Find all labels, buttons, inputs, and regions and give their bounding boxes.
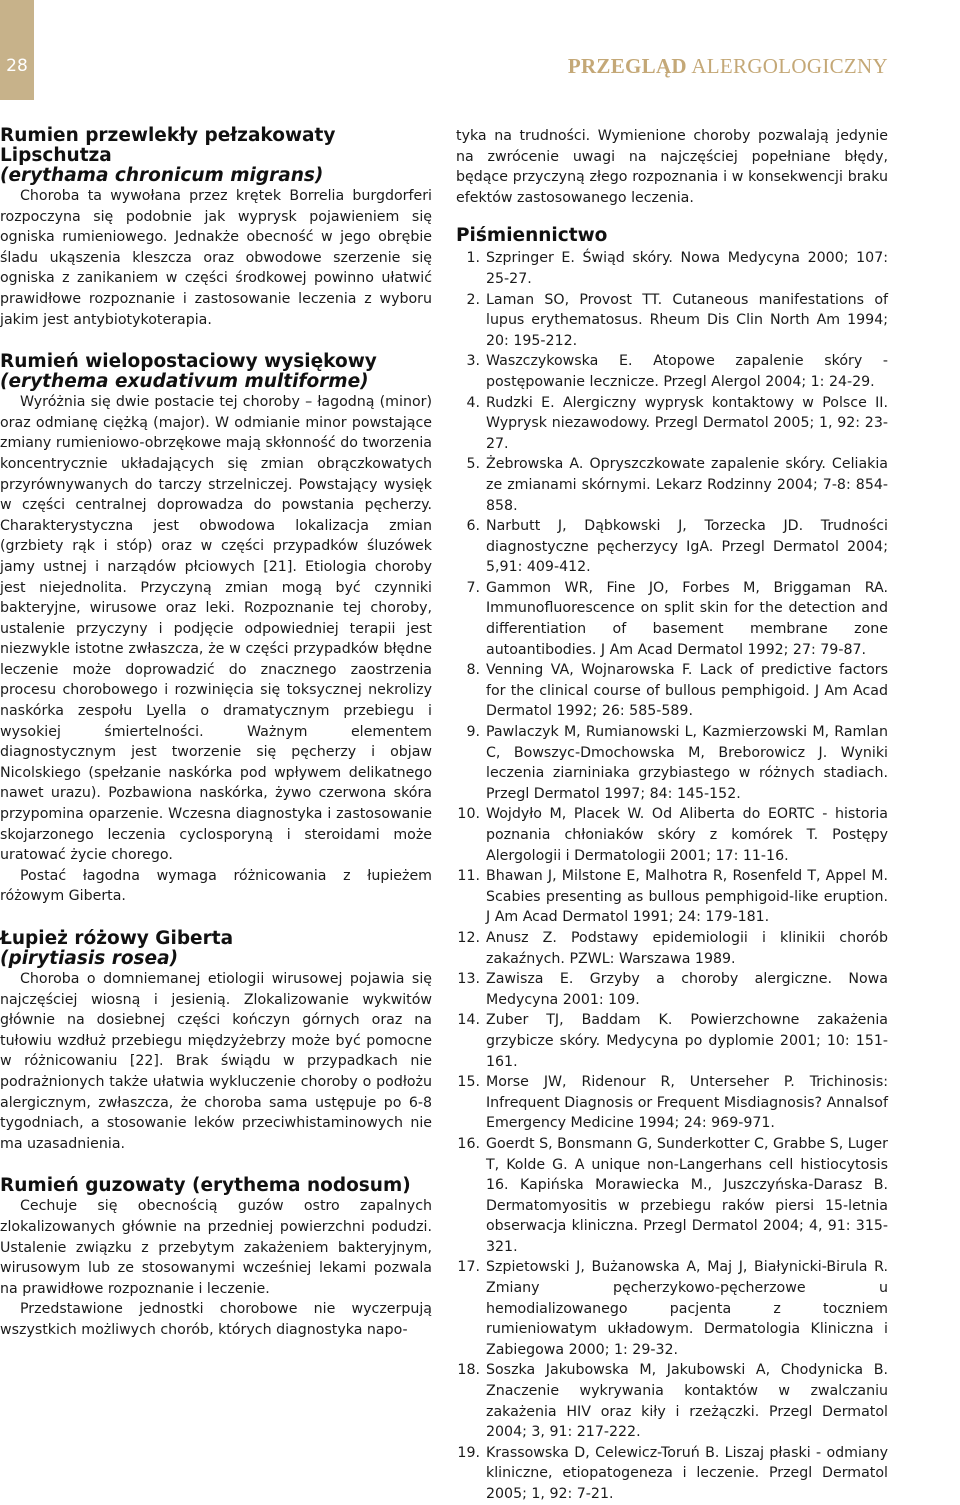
references-list bbox=[456, 248, 888, 1504]
reference-text: Narbutt J, Dąbkowski J, Torzecka JD. Trudności diagnostyczne pęcherzycy IgA. Przegl Dermatol 2004; 5,91: 409-412. bbox=[486, 518, 888, 576]
paragraph: Wyróżnia się dwie postacie tej choroby – łagodną (minor) oraz odmianę ciężką (major). W odmianie minor powstające zmiany rumieniowo-obrzękowe mają skłonność do tworzenia koncentrycznie układających się zmian obrączkowatych przyrównywanych do tarczy strzelniczej. Powstający wysięk w części centralnej doprowadza do powstania pęcherzy. Charakterystyczna jest obwodowa lokalizacja zmian (grzbiety rąk i stóp) oraz w części przypadków śluzówek jamy ustnej i narządów płciowych [21]. Etiologia choroby jest niejednolita. Przyczyną zmian mogą być czynniki bakteryjne, wirusowe oraz leki. Rozpoznanie tej choroby, ustalenie przyczyny i podjęcie odpowiedniej terapii jest niezwykle istotne zwłaszcza, że w części przypadków błędne leczenie może doprowadzić do znacznego zaostrzenia procesu chorobowego i rozwinięcia się toksycznej nekrolizy naskórka zespołu Lyella o dramatycznym przebiegu i wysokiej śmiertelności. Ważnym elementem diagnostycznym jest tworzenie się pęcherzy i objaw Nicolskiego (spełzanie naskórka pod wpływem delikatnego nawet urazu). Pozbawiona naskórka, żywo czerwona skóra przypomina oparzenie. Wczesna diagnostyka i zastosowanie skojarzonego leczenia cyclosporyną i steroidami może uratować życie chorego. bbox=[0, 394, 432, 864]
reference-text: Morse JW, Ridenour R, Unterseher P. Trichinosis: Infrequent Diagnosis or Frequent Misdiagnosis? Annalsof Emergency Medicine 1994; 24: 969-971. bbox=[486, 1074, 888, 1132]
reference-item bbox=[456, 1443, 888, 1505]
reference-number: 8. bbox=[466, 662, 480, 679]
reference-number: 12. bbox=[457, 929, 480, 946]
reference-item bbox=[456, 660, 888, 722]
journal-title-part1: PRZEGLĄD bbox=[567, 54, 687, 78]
paragraph: Choroba ta wywołana przez krętek Borrelia burgdorferi rozpoczyna się podobnie jak wyprysk pojawieniem się ogniska rumieniowego. Jednakże obecność w jego obrębie śladu ukąszenia kleszcza oraz obwodowe szerzenie się ogniska z zanikaniem w części środkowej powinno ułatwić prawidłowe rozpoznanie i zastosowanie leczenia z wyboru jakim jest antybiotykoterapia. bbox=[0, 188, 432, 328]
reference-number: 3. bbox=[466, 353, 480, 370]
page-number: 28 bbox=[6, 56, 28, 76]
reference-number: 9. bbox=[466, 724, 480, 741]
section-title-erythema-multiforme bbox=[0, 352, 432, 392]
reference-item bbox=[456, 248, 888, 289]
reference-text: Zawisza E. Grzyby a choroby alergiczne. Nowa Medycyna 2001: 109. bbox=[486, 971, 888, 1008]
right-column bbox=[456, 126, 888, 1505]
section-title-pityriasis-rosea bbox=[0, 929, 432, 969]
reference-item bbox=[456, 1072, 888, 1134]
reference-text: Rudzki E. Alergiczny wyprysk kontaktowy w Polsce II. Wyprysk niezawodowy. Przegl Dermatol 2005; 1, 92: 23-27. bbox=[486, 394, 888, 452]
reference-number: 11. bbox=[457, 868, 480, 885]
section-title-line: (erythema exudativum multiforme) bbox=[0, 371, 369, 393]
reference-number: 17. bbox=[457, 1259, 480, 1276]
paragraph: Przedstawione jednostki chorobowe nie wyczerpują wszystkich możliwych chorób, których diagnostyka napo- bbox=[0, 1301, 432, 1338]
section-title-erythema-nodosum: Rumień guzowaty (erythema nodosum) bbox=[0, 1175, 411, 1197]
reference-text: Szpringer E. Świąd skóry. Nowa Medycyna 2000; 107: 25-27. bbox=[486, 250, 888, 287]
reference-number: 16. bbox=[457, 1135, 480, 1152]
reference-text: Pawlaczyk M, Rumianowski L, Kazmierzowski M, Ramlan C, Bowszyc-Dmochowska M, Breborowicz J. Wyniki leczenia ziarniniaka grzybiastego w różnych stadiach. Przegl Dermatol 1997; 84: 145-152. bbox=[486, 724, 888, 802]
reference-text: Żebrowska A. Opryszczkowate zapalenie skóry. Celiakia ze zmianami skórnymi. Lekarz Rodzinny 2004; 7-8: 854-858. bbox=[486, 456, 888, 514]
section-title-line: (pirytiasis rosea) bbox=[0, 948, 179, 969]
reference-item bbox=[456, 290, 888, 352]
section-title-erythema-migrans bbox=[0, 126, 432, 186]
left-column bbox=[0, 126, 432, 1341]
reference-text: Goerdt S, Bonsmann G, Sunderkotter C, Grabbe S, Luger T, Kolde G. A unique non-Langerhans cell histiocytosis 16. Kapińska Morawiecka M., Juszczyńska-Darasz B. Dermatomyositis w przebiegu raków piersi 15-letnia obserwacja kliniczna. Przegl Dermatol 2004; 4, 91: 315-321. bbox=[486, 1135, 888, 1255]
reference-text: Bhawan J, Milstone E, Malhotra R, Rosenfeld T, Appel M. Scabies presenting as bullous pemphigoid-like eruption. J Am Acad Dermatol 1991; 24: 179-181. bbox=[486, 868, 888, 926]
reference-number: 1. bbox=[466, 250, 480, 267]
reference-number: 15. bbox=[457, 1074, 480, 1091]
reference-item bbox=[456, 578, 888, 660]
reference-text: Szpietowski J, Bużanowska A, Maj J, Białynicki-Birula R. Zmiany pęcherzykowo-pęcherzowe u hemodializowanego pacjenta z toczniem rumieniowatym układowym. Dermatologia Kliniczna i Zabiegowa 2000; 1: 29-32. bbox=[486, 1259, 888, 1358]
reference-number: 10. bbox=[457, 806, 480, 823]
reference-text: Anusz Z. Podstawy epidemiologii i klinikii chorób zakaźnych. PZWL: Warszawa 1989. bbox=[486, 929, 888, 967]
reference-number: 6. bbox=[466, 518, 480, 535]
journal-title bbox=[568, 54, 888, 79]
reference-item bbox=[456, 722, 888, 804]
section-title-line: Lipschutza bbox=[0, 145, 112, 166]
reference-number: 4. bbox=[466, 394, 480, 411]
reference-item bbox=[456, 351, 888, 392]
reference-item bbox=[456, 928, 888, 969]
reference-text: Laman SO, Provost TT. Cutaneous manifestations of lupus erythematosus. Rheum Dis Clin North Am 1994; 20: 195-212. bbox=[486, 291, 888, 349]
reference-item bbox=[456, 1360, 888, 1442]
reference-item bbox=[456, 1134, 888, 1258]
reference-item bbox=[456, 804, 888, 866]
reference-text: Soszka Jakubowska M, Jakubowski A, Chodynicka B. Znaczenie wykrywania kontaktów w zwalczaniu zakażenia HIV oraz kiły i rzeżączki. Przegl Dermatol 2004; 3, 91: 217-222. bbox=[486, 1362, 888, 1441]
section-title-line: Łupież różowy Giberta bbox=[0, 928, 234, 949]
reference-item bbox=[456, 393, 888, 455]
paragraph: Postać łagodna wymaga różnicowania z łupieżem różowym Giberta. bbox=[0, 867, 432, 905]
section-title-line: Rumien przewlekły pełzakowaty bbox=[0, 125, 336, 146]
reference-text: Zuber TJ, Baddam K. Powierzchowne zakażenia grzybicze skóry. Medycyna po dyplomie 2001; 10: 151-161. bbox=[486, 1012, 888, 1070]
reference-number: 2. bbox=[466, 291, 480, 308]
reference-text: Waszczykowska E. Atopowe zapalenie skóry - postępowanie lecznicze. Przegl Alergol 2004; 1: 24-29. bbox=[486, 353, 888, 390]
reference-item bbox=[456, 969, 888, 1010]
reference-text: Krassowska D, Celewicz-Toruń B. Liszaj płaski - odmiany kliniczne, etiopatogeneza i leczenie. Przegl Dermatol 2005; 1, 92: 7-21. bbox=[486, 1444, 888, 1502]
reference-item bbox=[456, 1257, 888, 1360]
reference-number: 5. bbox=[466, 456, 480, 473]
page-number-tab bbox=[0, 0, 34, 100]
paragraph: tyka na trudności. Wymienione choroby pozwalają jedynie na zwrócenie uwagi na najczęściej popełniane błędy, będące przyczyną złego rozpoznania i w konsekwencji braku efektów zastosowanego leczenia. bbox=[456, 128, 888, 206]
section-title-line: (erythama chronicum migrans) bbox=[0, 165, 324, 186]
reference-number: 18. bbox=[457, 1362, 480, 1379]
reference-number: 13. bbox=[457, 971, 480, 988]
section-title-line: Rumień wielopostaciowy wysiękowy bbox=[0, 351, 377, 373]
paragraph: Cechuje się obecnością guzów ostro zapalnych zlokalizowanych głównie na przedniej powierzchni podudzi. Ustalenie związku z przebytym zakażeniem bakteryjnym, wirusowym lub ze stosowanymi wcześniej lekami pozwala na prawidłowe rozpoznanie i leczenie. bbox=[0, 1198, 432, 1297]
reference-number: 14. bbox=[457, 1012, 480, 1029]
reference-number: 19. bbox=[457, 1444, 480, 1461]
reference-text: Venning VA, Wojnarowska F. Lack of predictive factors for the clinical course of bullous pemphigoid. J Am Acad Dermatol 1992; 26: 585-589. bbox=[486, 662, 888, 720]
reference-item bbox=[456, 866, 888, 928]
journal-title-part2: ALERGOLOGICZNY bbox=[691, 54, 888, 78]
paragraph: Choroba o domniemanej etiologii wirusowej pojawia się najczęściej wiosną i jesienią. Zlokalizowanie wykwitów głównie na dosiebnej części kończyn górnych oraz na tułowiu wzdłuż przebiegu międzyżebrzy może być pomocne w różnicowaniu [22]. Brak świądu w przypadkach nie podrażnionych także ułatwia wykluczenie choroby o podłożu alergicznym, zwłaszcza, że choroba sama ustępuje po 6-8 tygodniach, a stosowanie leków przeciwhistaminowych nie ma uzasadnienia. bbox=[0, 971, 432, 1152]
reference-number: 7. bbox=[466, 579, 480, 596]
reference-item bbox=[456, 1010, 888, 1072]
reference-item bbox=[456, 516, 888, 578]
reference-item bbox=[456, 454, 888, 516]
references-title: Piśmiennictwo bbox=[456, 225, 608, 247]
reference-text: Wojdyło M, Placek W. Od Aliberta do EORTC - historia poznania chłoniaków skóry z komórek T. Postępy Alergologii i Dermatologii 2001; 17: 11-16. bbox=[486, 806, 888, 864]
reference-text: Gammon WR, Fine JO, Forbes M, Briggaman RA. Immunofluorescence on split skin for the detection and differentiation of basement membrane zone autoantibodies. J Am Acad Dermatol 1992; 27: 79-87. bbox=[486, 579, 888, 658]
